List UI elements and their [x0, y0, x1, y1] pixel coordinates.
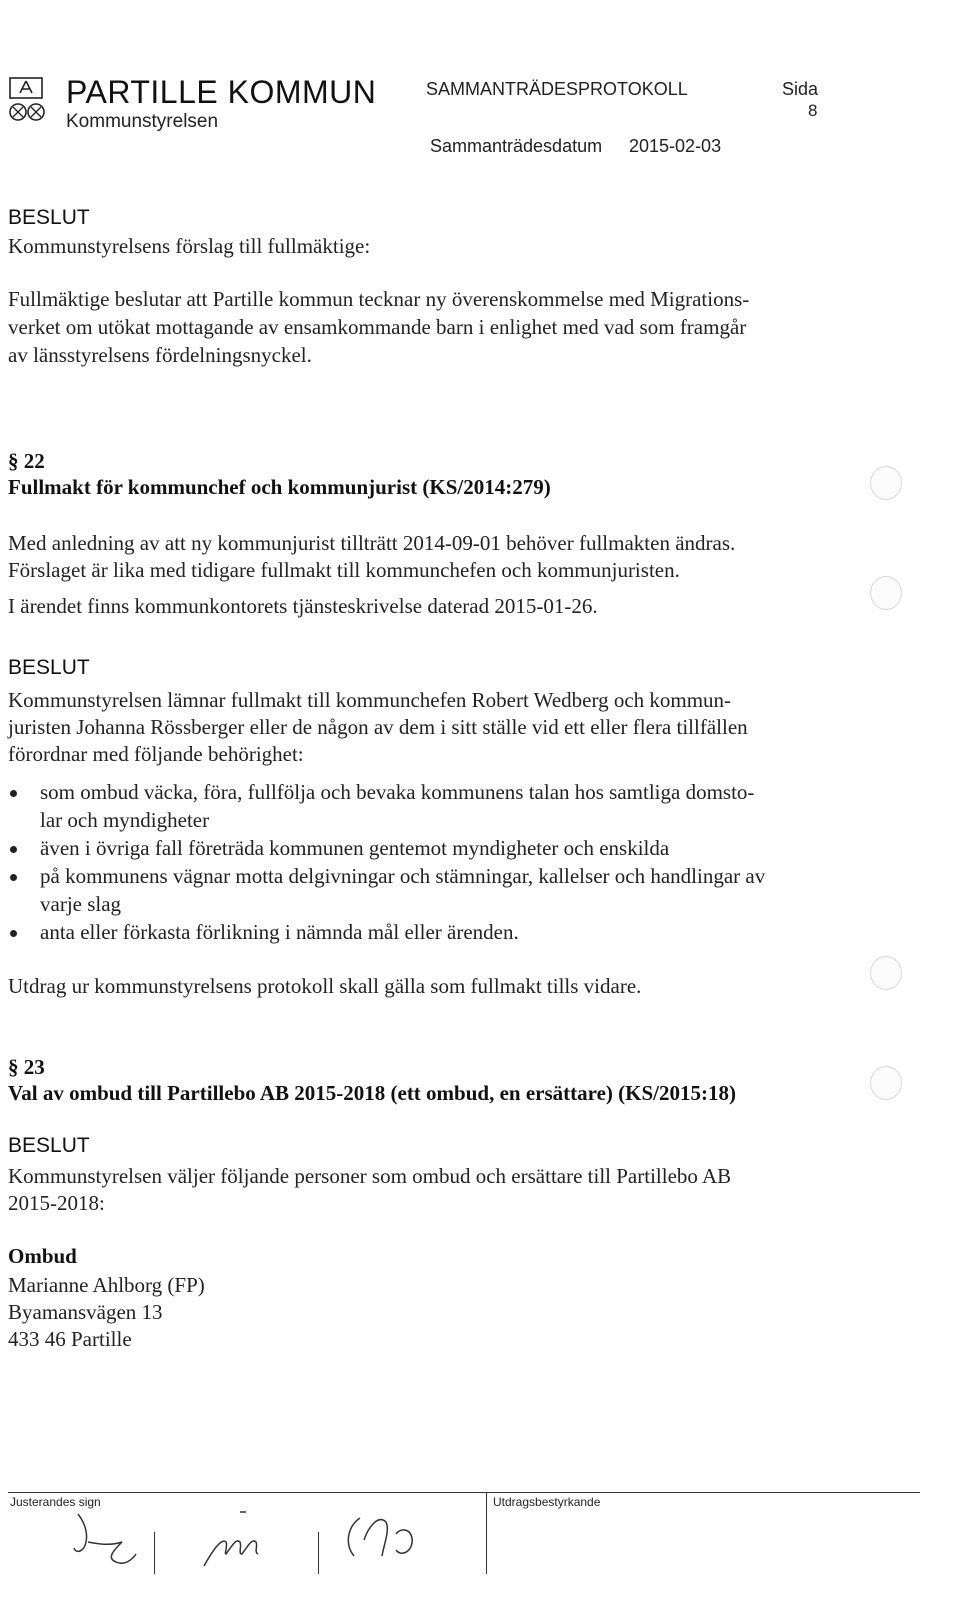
- footer-divider: [486, 1492, 487, 1574]
- authority-item: [8, 834, 868, 862]
- section-22-beslut-line-1: Kommunstyrelsen lämnar fullmakt till kommunchefen Robert Wedberg och kommun-: [8, 688, 732, 712]
- org-department: Kommunstyrelsen: [66, 111, 219, 132]
- punch-hole: [870, 466, 902, 500]
- section-22-intro-line-3: I ärendet finns kommunkontorets tjänsteskrivelse daterad 2015-01-26.: [8, 594, 598, 618]
- footer-divider: [318, 1532, 319, 1574]
- section-22-intro-line-2: Förslaget är lika med tidigare fullmakt till kommunchefen och kommunjuristen.: [8, 558, 680, 582]
- section-23-beslut-heading: BESLUT: [8, 1134, 90, 1157]
- ombud-heading: Ombud: [8, 1244, 77, 1268]
- section-22-beslut-line-2: juristen Johanna Rössberger eller de någon av dem i sitt ställe vid ett eller flera tillfällen: [8, 715, 748, 739]
- intro-decision-line-3: av länsstyrelsens fördelningsnyckel.: [8, 343, 312, 367]
- intro-decision-line-1: Fullmäktige beslutar att Partille kommun tecknar ny överenskommelse med Migrations-: [8, 287, 750, 311]
- section-22-intro-line-1: Med anledning av att ny kommunjurist tillträtt 2014-09-01 behöver fullmakten ändras.: [8, 531, 736, 555]
- utdragsbestyrkande-label: Utdragsbestyrkande: [493, 1495, 601, 1509]
- signature-mark: [70, 1508, 150, 1570]
- document-type: SAMMANTRÄDESPROTOKOLL: [426, 79, 688, 99]
- authority-item: [8, 862, 868, 918]
- org-name: PARTILLE KOMMUN: [66, 74, 377, 110]
- punch-hole: [870, 1066, 902, 1100]
- footer-rule: [8, 1492, 920, 1493]
- section-22-beslut-line-3: förordnar med följande behörighet:: [8, 742, 304, 766]
- punch-hole: [870, 576, 902, 610]
- meeting-date-value: 2015-02-03: [629, 136, 722, 156]
- punch-hole: [870, 956, 902, 990]
- authority-item-line: på kommunens vägnar motta delgivningar och stämningar, kallelser och handlingar av: [40, 864, 766, 888]
- section-22-closing: Utdrag ur kommunstyrelsens protokoll skall gälla som fullmakt tills vidare.: [8, 974, 642, 998]
- authority-item-line: som ombud väcka, föra, fullfölja och bevaka kommunens talan hos samtliga domsto-: [40, 780, 755, 804]
- authority-list: [8, 778, 868, 946]
- meeting-date-label: Sammanträdesdatum: [430, 136, 603, 156]
- municipal-logo: [8, 76, 56, 126]
- page-label: Sida: [782, 79, 819, 99]
- authority-item: [8, 918, 868, 946]
- intro-decision-line-2: verket om utökat mottagande av ensamkommande barn i enlighet med vad som framgår: [8, 315, 747, 339]
- section-22-title: Fullmakt för kommunchef och kommunjurist (KS/2014:279): [8, 475, 551, 499]
- authority-item-line: lar och myndigheter: [40, 808, 210, 832]
- intro-proposal-line: Kommunstyrelsens förslag till fullmäktige:: [8, 234, 371, 258]
- section-23-number: § 23: [8, 1055, 45, 1079]
- signature-mark: [196, 1508, 286, 1570]
- justerandes-sign-label: Justerandes sign: [10, 1495, 101, 1509]
- ombud-name: Marianne Ahlborg (FP): [8, 1273, 205, 1297]
- ombud-street: Byamansvägen 13: [8, 1300, 163, 1324]
- authority-item-line: varje slag: [40, 892, 122, 916]
- section-22-number: § 22: [8, 449, 45, 473]
- authority-item-line: anta eller förkasta förlikning i nämnda mål eller ärenden.: [40, 920, 519, 944]
- beslut-heading: BESLUT: [8, 206, 90, 229]
- section-23-beslut-line-1: Kommunstyrelsen väljer följande personer som ombud och ersättare till Partillebo AB: [8, 1164, 732, 1188]
- section-23-title: Val av ombud till Partillebo AB 2015-2018 (ett ombud, en ersättare) (KS/2015:18): [8, 1081, 736, 1105]
- section-23-beslut-line-2: 2015-2018:: [8, 1191, 105, 1215]
- authority-item: [8, 778, 868, 834]
- footer-divider: [154, 1532, 155, 1574]
- ombud-postal: 433 46 Partille: [8, 1327, 132, 1351]
- authority-item-line: även i övriga fall företräda kommunen gentemot myndigheter och enskilda: [40, 836, 670, 860]
- page-number: 8: [808, 101, 818, 120]
- signature-mark: [330, 1500, 440, 1570]
- section-22-beslut-heading: BESLUT: [8, 656, 90, 679]
